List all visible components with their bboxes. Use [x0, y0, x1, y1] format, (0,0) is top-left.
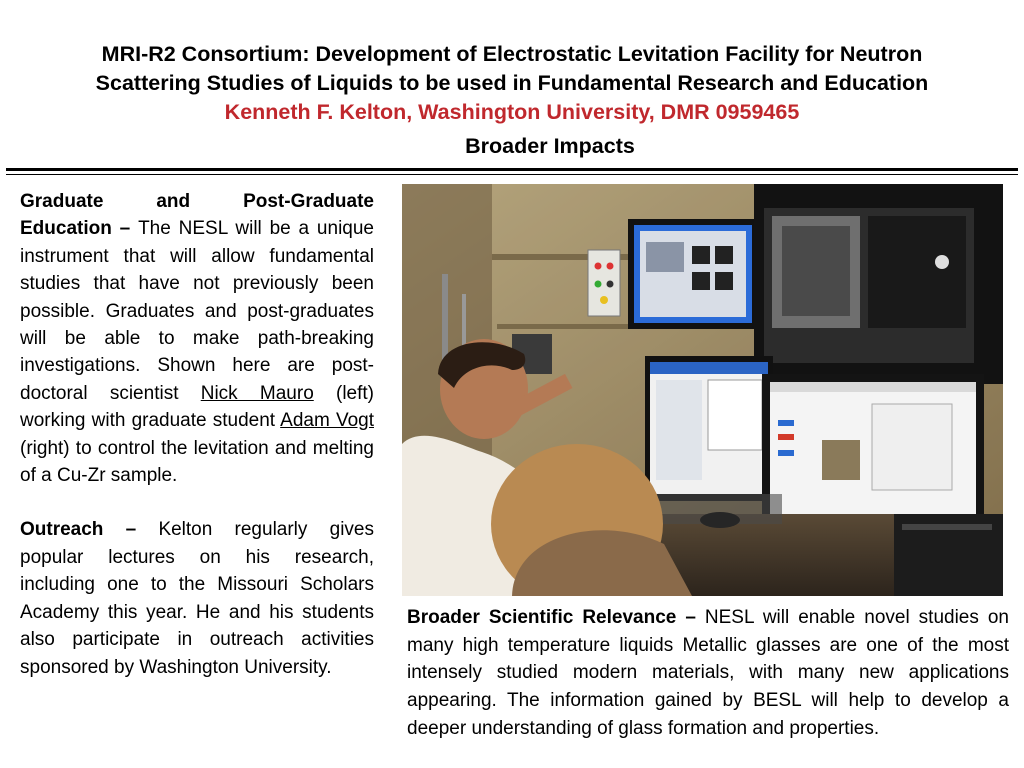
outreach-text: Kelton regularly gives popular lectures on his research, including one to the Missouri Scholars Academy this year. He and his students also participate in outreach activities sponsored by Washington University. — [20, 519, 374, 678]
education-text-2: (left) working with graduate student — [20, 382, 375, 432]
divider-thick — [6, 168, 1018, 171]
relevance-paragraph — [407, 604, 1009, 743]
paragraph-gap — [20, 489, 374, 516]
education-text-1: The NESL will be a unique instrument that will allow fundamental studies that have not previously been possible. Graduates and post-graduates will be able to make path-breaking investigations. Shown here are post-doctoral scientist — [20, 218, 374, 404]
person-name-1: Nick Mauro — [200, 382, 314, 404]
education-paragraph — [20, 188, 374, 489]
lab-photo — [402, 184, 1003, 596]
divider-thin — [6, 174, 1018, 175]
author-line: Kenneth F. Kelton, Washington University, DMR 0959465 — [224, 100, 800, 124]
title-block — [0, 40, 1024, 161]
outreach-heading: Outreach – — [20, 519, 159, 541]
relevance-text: NESL will enable novel studies on many high temperature liquids Metallic glasses are one of the most intensely studied modern materials, with many new applications appearing. The information gained by BESL will help to develop a deeper understanding of glass formation and properties. — [407, 607, 1009, 739]
education-text-3: (right) to control the levitation and melting of a Cu-Zr sample. — [20, 437, 374, 487]
education-heading: Graduate and Post-Graduate Education – — [20, 191, 374, 240]
right-column — [407, 604, 1009, 743]
lab-photo-illustration — [402, 184, 1003, 596]
section-subtitle: Broader Impacts — [465, 134, 635, 158]
relevance-heading: Broader Scientific Relevance – — [407, 607, 705, 628]
title-line-1: MRI-R2 Consortium: Development of Electrostatic Levitation Facility for Neutron — [101, 42, 923, 66]
title-line-2: Scattering Studies of Liquids to be used in Fundamental Research and Education — [95, 71, 929, 95]
person-name-2: Adam Vogt — [280, 410, 374, 432]
left-column — [20, 188, 374, 681]
outreach-paragraph — [20, 516, 374, 680]
